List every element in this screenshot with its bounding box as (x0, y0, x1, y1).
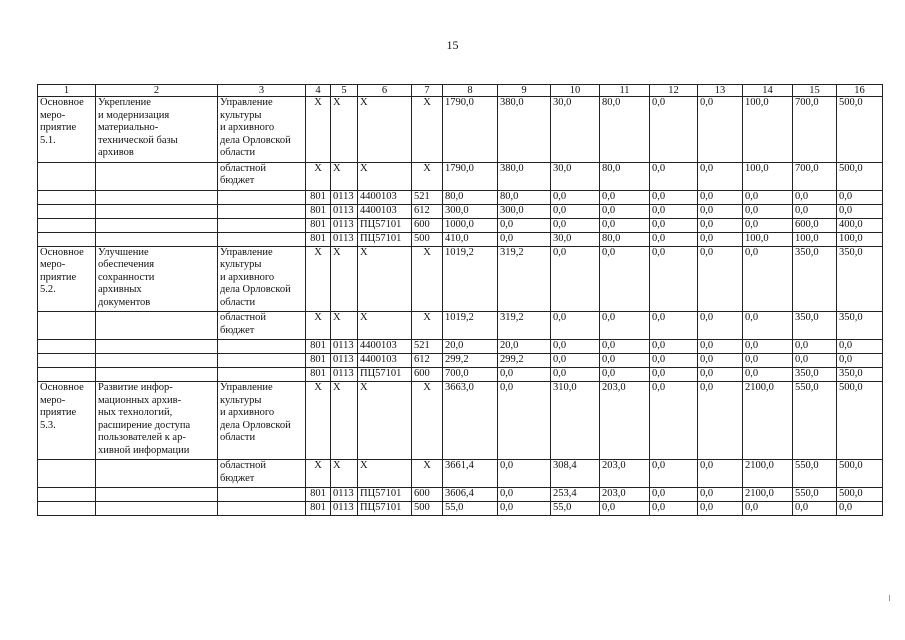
value-cell: 30,0 (551, 162, 600, 190)
value-cell: 203,0 (600, 460, 650, 488)
value-cell: 0113 (331, 190, 358, 204)
value-cell: 0,0 (650, 488, 698, 502)
value-cell: 700,0 (793, 162, 837, 190)
value-cell: 4400103 (358, 340, 412, 354)
empty-cell (218, 218, 306, 232)
measure-row (38, 382, 883, 460)
value-cell: 0,0 (600, 218, 650, 232)
value-cell: 4400103 (358, 354, 412, 368)
value-cell: 801 (306, 354, 331, 368)
value-cell: 0113 (331, 502, 358, 516)
value-cell: 0,0 (650, 218, 698, 232)
value-cell: 80,0 (498, 190, 551, 204)
value-cell: 299,2 (498, 354, 551, 368)
value-cell: 0,0 (551, 368, 600, 382)
value-cell: 801 (306, 368, 331, 382)
value-cell: 521 (412, 340, 443, 354)
value-cell: 0,0 (698, 312, 743, 340)
value-cell: 20,0 (498, 340, 551, 354)
column-header-6: 6 (358, 85, 412, 97)
value-cell: 801 (306, 232, 331, 246)
budget-row (38, 460, 883, 488)
value-cell: 350,0 (793, 246, 837, 312)
value-cell: 0,0 (600, 340, 650, 354)
value-cell: 2100,0 (743, 460, 793, 488)
value-cell: 1790,0 (443, 162, 498, 190)
value-cell: 0,0 (650, 204, 698, 218)
value-cell: Х (331, 312, 358, 340)
value-cell: 500,0 (837, 162, 883, 190)
value-cell: 801 (306, 340, 331, 354)
value-cell: 0,0 (650, 460, 698, 488)
value-cell: 0,0 (650, 368, 698, 382)
budget-code-row (38, 354, 883, 368)
empty-cell (96, 460, 218, 488)
column-header-11: 11 (600, 85, 650, 97)
value-cell: 2100,0 (743, 382, 793, 460)
value-cell: 299,2 (443, 354, 498, 368)
value-cell: 550,0 (793, 460, 837, 488)
empty-cell (38, 190, 96, 204)
value-cell: 319,2 (498, 246, 551, 312)
value-cell: 0,0 (698, 502, 743, 516)
value-cell: 500,0 (837, 460, 883, 488)
empty-cell (218, 232, 306, 246)
value-cell: 0,0 (600, 246, 650, 312)
empty-cell (218, 354, 306, 368)
scan-mark (889, 595, 890, 601)
measure-description: Укрепление и модернизация материально- технической базы архивов (96, 97, 218, 163)
value-cell: 0,0 (551, 190, 600, 204)
budget-code-row (38, 368, 883, 382)
value-cell: 0,0 (793, 190, 837, 204)
value-cell: 80,0 (600, 97, 650, 163)
empty-cell (38, 354, 96, 368)
empty-cell (218, 204, 306, 218)
value-cell: 801 (306, 502, 331, 516)
value-cell: Х (331, 246, 358, 312)
value-cell: 0,0 (551, 246, 600, 312)
value-cell: 0,0 (743, 340, 793, 354)
value-cell: 0113 (331, 218, 358, 232)
value-cell: 801 (306, 204, 331, 218)
value-cell: 0,0 (650, 246, 698, 312)
value-cell: 0,0 (837, 204, 883, 218)
executor-label: Управление культуры и архивного дела Орловской области (218, 246, 306, 312)
value-cell: 0,0 (600, 312, 650, 340)
header-row (38, 85, 883, 97)
value-cell: ПЦ57101 (358, 218, 412, 232)
value-cell: 0,0 (837, 354, 883, 368)
value-cell: 612 (412, 204, 443, 218)
value-cell: Х (412, 312, 443, 340)
column-header-7: 7 (412, 85, 443, 97)
empty-cell (38, 488, 96, 502)
value-cell: 20,0 (443, 340, 498, 354)
empty-cell (96, 162, 218, 190)
value-cell: Х (331, 162, 358, 190)
column-header-3: 3 (218, 85, 306, 97)
value-cell: 1019,2 (443, 246, 498, 312)
value-cell: Х (306, 162, 331, 190)
value-cell: 350,0 (837, 312, 883, 340)
column-header-2: 2 (96, 85, 218, 97)
value-cell: 0,0 (650, 97, 698, 163)
measure-row (38, 246, 883, 312)
value-cell: 0,0 (698, 190, 743, 204)
budget-table (37, 84, 883, 516)
empty-cell (96, 354, 218, 368)
value-cell: 30,0 (551, 232, 600, 246)
empty-cell (218, 190, 306, 204)
value-cell: 3606,4 (443, 488, 498, 502)
value-cell: 0113 (331, 354, 358, 368)
value-cell: 55,0 (551, 502, 600, 516)
value-cell: 1019,2 (443, 312, 498, 340)
budget-code-row (38, 190, 883, 204)
empty-cell (38, 218, 96, 232)
value-cell: 550,0 (793, 488, 837, 502)
budget-label: областной бюджет (218, 460, 306, 488)
value-cell: 500,0 (837, 382, 883, 460)
value-cell: 801 (306, 218, 331, 232)
value-cell: 0,0 (698, 368, 743, 382)
value-cell: 600 (412, 218, 443, 232)
value-cell: 0,0 (698, 162, 743, 190)
value-cell: 0,0 (698, 354, 743, 368)
value-cell: 0,0 (698, 97, 743, 163)
budget-code-row (38, 204, 883, 218)
budget-code-row (38, 502, 883, 516)
value-cell: 1790,0 (443, 97, 498, 163)
measure-label: Основное меро- приятие 5.3. (38, 382, 96, 460)
value-cell: 300,0 (443, 204, 498, 218)
value-cell: 100,0 (743, 97, 793, 163)
column-header-16: 16 (837, 85, 883, 97)
value-cell: ПЦ57101 (358, 502, 412, 516)
value-cell: 0,0 (698, 218, 743, 232)
value-cell: Х (331, 382, 358, 460)
value-cell: Х (306, 460, 331, 488)
value-cell: Х (306, 246, 331, 312)
value-cell: 2100,0 (743, 488, 793, 502)
value-cell: 350,0 (837, 368, 883, 382)
value-cell: 300,0 (498, 204, 551, 218)
value-cell: Х (412, 162, 443, 190)
value-cell: 0,0 (551, 204, 600, 218)
value-cell: 0,0 (837, 190, 883, 204)
value-cell: 0,0 (650, 232, 698, 246)
value-cell: 0,0 (650, 162, 698, 190)
value-cell: 0,0 (600, 354, 650, 368)
value-cell: 0,0 (600, 502, 650, 516)
value-cell: 0,0 (698, 460, 743, 488)
value-cell: 0,0 (743, 204, 793, 218)
value-cell: 0,0 (698, 382, 743, 460)
value-cell: 0113 (331, 232, 358, 246)
value-cell: 400,0 (837, 218, 883, 232)
value-cell: 0,0 (650, 382, 698, 460)
value-cell: 0,0 (551, 312, 600, 340)
value-cell: 100,0 (837, 232, 883, 246)
executor-label: Управление культуры и архивного дела Орловской области (218, 97, 306, 163)
value-cell: 100,0 (743, 232, 793, 246)
value-cell: Х (331, 97, 358, 163)
value-cell: 0113 (331, 340, 358, 354)
value-cell: 0,0 (498, 488, 551, 502)
value-cell: 700,0 (443, 368, 498, 382)
value-cell: 0,0 (600, 190, 650, 204)
empty-cell (96, 218, 218, 232)
measure-description: Улучшение обеспечения сохранности архивных документов (96, 246, 218, 312)
value-cell: Х (358, 246, 412, 312)
budget-row (38, 162, 883, 190)
value-cell: 500,0 (837, 97, 883, 163)
measure-description: Развитие инфор- мационных архив- ных технологий, расширение доступа пользователей к ар- хивной информации (96, 382, 218, 460)
value-cell: Х (306, 382, 331, 460)
value-cell: 0,0 (498, 382, 551, 460)
value-cell: Х (331, 460, 358, 488)
empty-cell (96, 368, 218, 382)
value-cell: Х (306, 312, 331, 340)
column-header-4: 4 (306, 85, 331, 97)
value-cell: 410,0 (443, 232, 498, 246)
executor-label: Управление культуры и архивного дела Орловской области (218, 382, 306, 460)
value-cell: 80,0 (443, 190, 498, 204)
value-cell: 3663,0 (443, 382, 498, 460)
empty-cell (96, 502, 218, 516)
measure-label: Основное меро- приятие 5.2. (38, 246, 96, 312)
value-cell: 3661,4 (443, 460, 498, 488)
value-cell: 0,0 (743, 246, 793, 312)
value-cell: 700,0 (793, 97, 837, 163)
value-cell: Х (358, 382, 412, 460)
value-cell: 0,0 (743, 190, 793, 204)
value-cell: 55,0 (443, 502, 498, 516)
value-cell: 100,0 (793, 232, 837, 246)
column-header-1: 1 (38, 85, 96, 97)
value-cell: 0,0 (743, 502, 793, 516)
empty-cell (218, 340, 306, 354)
value-cell: 801 (306, 488, 331, 502)
value-cell: 30,0 (551, 97, 600, 163)
value-cell: ПЦ57101 (358, 232, 412, 246)
value-cell: 0,0 (698, 232, 743, 246)
value-cell: Х (358, 162, 412, 190)
value-cell: 0,0 (600, 204, 650, 218)
value-cell: 4400103 (358, 204, 412, 218)
value-cell: 0,0 (498, 218, 551, 232)
budget-code-row (38, 232, 883, 246)
value-cell: 0,0 (698, 340, 743, 354)
empty-cell (96, 190, 218, 204)
empty-cell (96, 312, 218, 340)
value-cell: 500 (412, 502, 443, 516)
value-cell: 600,0 (793, 218, 837, 232)
value-cell: 600 (412, 488, 443, 502)
empty-cell (38, 340, 96, 354)
value-cell: 380,0 (498, 97, 551, 163)
value-cell: 203,0 (600, 488, 650, 502)
value-cell: 0,0 (551, 354, 600, 368)
value-cell: 0,0 (698, 488, 743, 502)
empty-cell (96, 488, 218, 502)
value-cell: 0,0 (551, 218, 600, 232)
column-header-13: 13 (698, 85, 743, 97)
value-cell: 253,4 (551, 488, 600, 502)
value-cell: 80,0 (600, 162, 650, 190)
value-cell: 0,0 (698, 246, 743, 312)
value-cell: 0,0 (793, 502, 837, 516)
budget-code-row (38, 218, 883, 232)
column-header-5: 5 (331, 85, 358, 97)
value-cell: Х (412, 460, 443, 488)
value-cell: 0,0 (650, 502, 698, 516)
empty-cell (38, 162, 96, 190)
value-cell: 0,0 (551, 340, 600, 354)
empty-cell (38, 502, 96, 516)
value-cell: 0,0 (793, 204, 837, 218)
value-cell: 0,0 (698, 204, 743, 218)
value-cell: 0,0 (743, 368, 793, 382)
value-cell: 0,0 (498, 232, 551, 246)
value-cell: 203,0 (600, 382, 650, 460)
value-cell: 350,0 (837, 246, 883, 312)
page-number: 15 (446, 38, 459, 52)
value-cell: 0,0 (837, 502, 883, 516)
budget-label: областной бюджет (218, 312, 306, 340)
value-cell: 0,0 (743, 218, 793, 232)
value-cell: Х (358, 312, 412, 340)
column-header-14: 14 (743, 85, 793, 97)
value-cell: 500 (412, 232, 443, 246)
value-cell: 0113 (331, 488, 358, 502)
value-cell: 0,0 (498, 368, 551, 382)
value-cell: 100,0 (743, 162, 793, 190)
value-cell: 0,0 (650, 340, 698, 354)
measure-row (38, 97, 883, 163)
column-header-12: 12 (650, 85, 698, 97)
value-cell: 801 (306, 190, 331, 204)
value-cell: 600 (412, 368, 443, 382)
value-cell: 0,0 (650, 312, 698, 340)
value-cell: 0,0 (837, 340, 883, 354)
value-cell: 80,0 (600, 232, 650, 246)
budget-code-row (38, 488, 883, 502)
column-header-8: 8 (443, 85, 498, 97)
value-cell: 0,0 (600, 368, 650, 382)
budget-label: областной бюджет (218, 162, 306, 190)
value-cell: Х (358, 97, 412, 163)
value-cell: Х (358, 460, 412, 488)
value-cell: 521 (412, 190, 443, 204)
value-cell: ПЦ57101 (358, 488, 412, 502)
value-cell: 0,0 (650, 354, 698, 368)
value-cell: 350,0 (793, 312, 837, 340)
column-header-10: 10 (551, 85, 600, 97)
value-cell: 4400103 (358, 190, 412, 204)
value-cell: 308,4 (551, 460, 600, 488)
budget-row (38, 312, 883, 340)
value-cell: 1000,0 (443, 218, 498, 232)
value-cell: 0113 (331, 204, 358, 218)
value-cell: 319,2 (498, 312, 551, 340)
value-cell: 500,0 (837, 488, 883, 502)
empty-cell (218, 502, 306, 516)
value-cell: 0,0 (650, 190, 698, 204)
empty-cell (218, 488, 306, 502)
column-header-9: 9 (498, 85, 551, 97)
value-cell: 0,0 (793, 340, 837, 354)
empty-cell (38, 312, 96, 340)
measure-label: Основное меро- приятие 5.1. (38, 97, 96, 163)
value-cell: 350,0 (793, 368, 837, 382)
empty-cell (38, 368, 96, 382)
value-cell: 380,0 (498, 162, 551, 190)
budget-code-row (38, 340, 883, 354)
value-cell: Х (412, 97, 443, 163)
empty-cell (96, 232, 218, 246)
value-cell: ПЦ57101 (358, 368, 412, 382)
empty-cell (38, 232, 96, 246)
empty-cell (38, 460, 96, 488)
value-cell: 0,0 (743, 312, 793, 340)
column-header-15: 15 (793, 85, 837, 97)
value-cell: 0,0 (498, 502, 551, 516)
empty-cell (218, 368, 306, 382)
value-cell: Х (412, 246, 443, 312)
value-cell: 612 (412, 354, 443, 368)
empty-cell (96, 340, 218, 354)
value-cell: 0,0 (793, 354, 837, 368)
value-cell: 0113 (331, 368, 358, 382)
empty-cell (38, 204, 96, 218)
value-cell: Х (412, 382, 443, 460)
empty-cell (96, 204, 218, 218)
value-cell: 0,0 (743, 354, 793, 368)
value-cell: 0,0 (498, 460, 551, 488)
value-cell: 550,0 (793, 382, 837, 460)
value-cell: 310,0 (551, 382, 600, 460)
value-cell: Х (306, 97, 331, 163)
